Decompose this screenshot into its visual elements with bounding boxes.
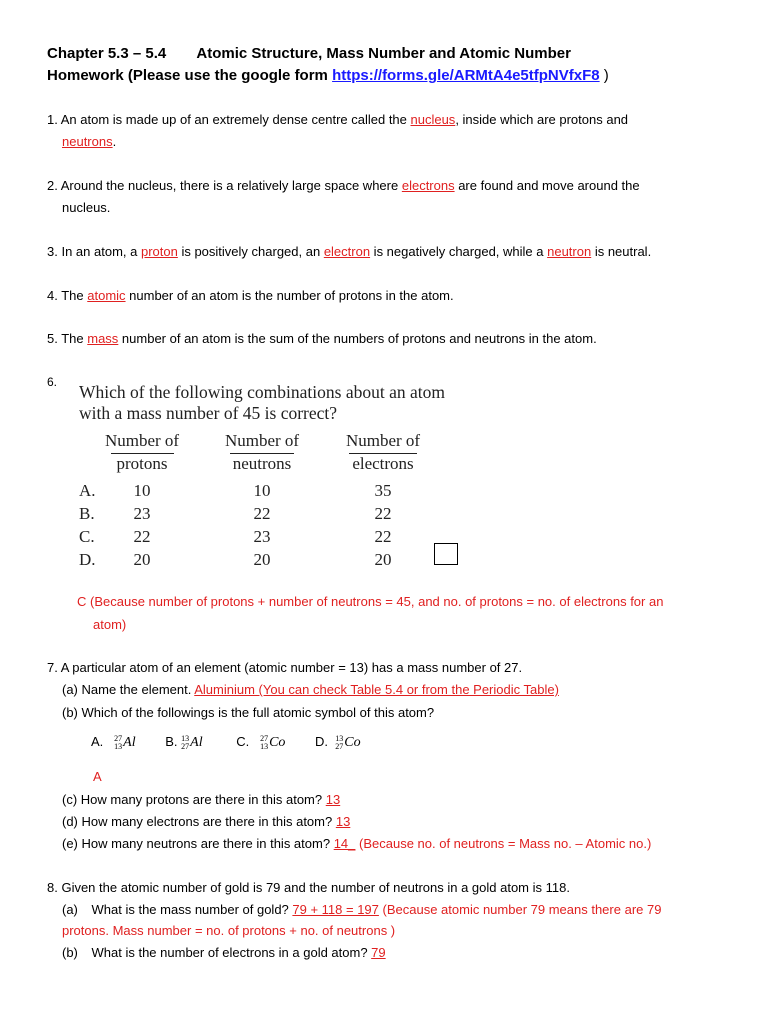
question-3-text-a: In an atom, a bbox=[61, 244, 141, 259]
question-7b-options bbox=[91, 734, 361, 751]
header-electrons-line-1: Number of bbox=[345, 431, 421, 450]
protons-value: 20 bbox=[133, 550, 151, 569]
option-a-atomic: 13 bbox=[114, 741, 123, 751]
question-6-number: 6. bbox=[47, 375, 58, 389]
question-4-text-a: The bbox=[61, 288, 88, 303]
chapter-number: Chapter 5.3 – 5.4 bbox=[47, 45, 167, 62]
header-electrons-line-2-text: electrons bbox=[349, 453, 416, 474]
electrons-value: 22 bbox=[374, 504, 392, 523]
option-a-symbol bbox=[114, 735, 135, 750]
protons-value: 22 bbox=[133, 527, 151, 546]
question-8a-text: What is the mass number of gold? bbox=[91, 902, 293, 917]
question-8-stem: 8. Given the atomic number of gold is 79 and the number of neutrons in a gold atom is 118. bbox=[47, 880, 570, 895]
header-neutrons-line-2 bbox=[212, 453, 312, 474]
option-c-numbers bbox=[260, 735, 268, 751]
question-8a-answer: 79 + 118 = 197 bbox=[292, 902, 379, 917]
option-d-element: Co bbox=[344, 735, 361, 750]
question-5-line bbox=[47, 331, 597, 346]
question-3-text-b: is positively charged, an bbox=[177, 244, 324, 259]
question-2-number: 2. bbox=[47, 178, 58, 193]
question-2-line-2: nucleus. bbox=[62, 200, 111, 215]
question-5-text-b: number of an atom is the sum of the numbers of protons and neutrons in the atom. bbox=[118, 331, 597, 346]
question-1-answer-neutrons: neutrons bbox=[62, 134, 113, 149]
question-8b-label: (b) bbox=[62, 945, 78, 960]
protons-value: 23 bbox=[133, 504, 151, 523]
option-d bbox=[315, 734, 361, 749]
question-5-text-a: The bbox=[61, 331, 88, 346]
question-8a-line-1 bbox=[62, 902, 661, 917]
homework-suffix: ) bbox=[599, 67, 609, 84]
question-7b-answer: A bbox=[93, 769, 102, 784]
question-8b-text: What is the number of electrons in a gold atom? bbox=[91, 945, 372, 960]
option-b-mass: 13 bbox=[181, 733, 190, 743]
question-2-text-a: Around the nucleus, there is a relatively large space where bbox=[60, 178, 402, 193]
question-3-line bbox=[47, 244, 651, 259]
option-label: C. bbox=[79, 527, 95, 546]
option-a-element: Al bbox=[123, 735, 136, 750]
header-electrons-line-2 bbox=[333, 453, 433, 474]
chapter-topic: Atomic Structure, Mass Number and Atomic Number bbox=[196, 45, 571, 62]
question-4-line bbox=[47, 288, 454, 303]
header-protons-line-2 bbox=[92, 453, 192, 474]
question-6-answer-line-2: atom) bbox=[93, 617, 127, 632]
header-protons bbox=[92, 431, 192, 474]
question-1-number: 1. bbox=[47, 112, 58, 127]
question-7c-answer: 13 bbox=[325, 792, 341, 807]
question-3-text-d: is neutral. bbox=[591, 244, 652, 259]
question-6-text-line-2: with a mass number of 45 is correct? bbox=[79, 403, 338, 423]
option-d-mass: 13 bbox=[335, 733, 344, 743]
question-2-answer-electrons: electrons bbox=[401, 178, 455, 193]
option-b-label: B. bbox=[165, 734, 178, 749]
question-1-answer-nucleus: nucleus bbox=[410, 112, 456, 127]
option-c-mass: 27 bbox=[260, 733, 269, 743]
question-7c-text: (c) How many protons are there in this atom? bbox=[62, 792, 326, 807]
question-3-number: 3. bbox=[47, 244, 58, 259]
neutrons-value: 22 bbox=[253, 504, 271, 523]
question-7a-line bbox=[62, 682, 559, 697]
option-b bbox=[165, 734, 202, 749]
header-protons-line-1: Number of bbox=[104, 431, 180, 450]
header-neutrons-line-1: Number of bbox=[224, 431, 300, 450]
question-1-line-2 bbox=[62, 134, 116, 149]
option-label: B. bbox=[79, 504, 95, 523]
question-7d-line bbox=[62, 814, 350, 829]
question-7e-answer: 14_ bbox=[333, 836, 356, 851]
option-d-atomic: 27 bbox=[335, 741, 344, 751]
neutrons-value: 20 bbox=[253, 550, 271, 569]
question-7a-text: (a) Name the element. bbox=[62, 682, 195, 697]
option-label: D. bbox=[79, 550, 96, 569]
question-1-line-1 bbox=[47, 112, 628, 127]
option-a-mass: 27 bbox=[114, 733, 123, 743]
question-7e-text: (e) How many neutrons are there in this atom? bbox=[62, 836, 334, 851]
question-5-number: 5. bbox=[47, 331, 58, 346]
option-c-atomic: 13 bbox=[260, 741, 269, 751]
option-b-element: Al bbox=[190, 735, 203, 750]
option-d-symbol bbox=[335, 735, 360, 750]
option-d-numbers bbox=[335, 735, 343, 751]
question-8a-note-1: (Because atomic number 79 means there are 79 bbox=[378, 902, 662, 917]
option-label: A. bbox=[79, 481, 96, 500]
option-a bbox=[91, 734, 136, 749]
question-7a-answer: Aluminium (You can check Table 5.4 or from the Periodic Table) bbox=[194, 682, 559, 697]
question-8a-note-2: protons. Mass number = no. of protons + no. of neutrons ) bbox=[62, 923, 396, 938]
neutrons-value: 10 bbox=[253, 481, 271, 500]
homework-line bbox=[47, 67, 609, 84]
header-protons-line-2-text: protons bbox=[111, 453, 174, 474]
question-8b-line bbox=[62, 945, 386, 960]
question-2-text-b: are found and move around the bbox=[454, 178, 640, 193]
question-3-answer-neutron: neutron bbox=[547, 244, 592, 259]
question-6-text-line-1: Which of the following combinations about an atom bbox=[79, 382, 445, 402]
electrons-value: 35 bbox=[374, 481, 392, 500]
question-1-text-a: An atom is made up of an extremely dense centre called the bbox=[60, 112, 411, 127]
question-4-answer-atomic: atomic bbox=[87, 288, 126, 303]
question-7e-line bbox=[62, 836, 651, 851]
option-c-element: Co bbox=[269, 735, 286, 750]
question-4-text-b: number of an atom is the number of protons in the atom. bbox=[125, 288, 454, 303]
option-b-atomic: 27 bbox=[181, 741, 190, 751]
question-8a-label: (a) bbox=[62, 902, 78, 917]
protons-value: 10 bbox=[133, 481, 151, 500]
option-d-label: D. bbox=[315, 734, 329, 749]
google-form-link[interactable]: https://forms.gle/ARMtA4e5tfpNVfxF8 bbox=[332, 67, 600, 84]
question-2-line-1 bbox=[47, 178, 640, 193]
question-4-number: 4. bbox=[47, 288, 58, 303]
option-c bbox=[236, 734, 285, 749]
neutrons-value: 23 bbox=[253, 527, 271, 546]
header-neutrons-line-2-text: neutrons bbox=[230, 453, 295, 474]
homework-prefix: Homework (Please use the google form bbox=[47, 67, 333, 84]
question-7d-text: (d) How many electrons are there in this atom? bbox=[62, 814, 336, 829]
option-b-symbol bbox=[181, 735, 202, 750]
answer-checkbox[interactable] bbox=[434, 543, 458, 565]
header-neutrons bbox=[212, 431, 312, 474]
question-7b-line: (b) Which of the followings is the full atomic symbol of this atom? bbox=[62, 705, 435, 720]
chapter-title bbox=[47, 45, 571, 62]
question-7-stem: 7. A particular atom of an element (atomic number = 13) has a mass number of 27. bbox=[47, 660, 523, 675]
question-3-answer-proton: proton bbox=[140, 244, 178, 259]
question-7c-line bbox=[62, 792, 340, 807]
question-6-answer-line-1: C (Because number of protons + number of neutrons = 45, and no. of protons = no. of electrons for an bbox=[77, 594, 664, 609]
option-c-label: C. bbox=[236, 734, 250, 749]
question-7e-note: (Because no. of neutrons = Mass no. – Atomic no.) bbox=[355, 836, 652, 851]
question-8b-answer: 79 bbox=[371, 945, 386, 960]
option-b-numbers bbox=[181, 735, 189, 751]
header-electrons bbox=[333, 431, 433, 474]
question-3-text-c: is negatively charged, while a bbox=[370, 244, 548, 259]
question-5-answer-mass: mass bbox=[87, 331, 119, 346]
option-c-symbol bbox=[260, 735, 285, 750]
question-3-answer-electron: electron bbox=[323, 244, 371, 259]
question-1-text-c: . bbox=[112, 134, 117, 149]
question-7d-answer: 13 bbox=[335, 814, 351, 829]
electrons-value: 22 bbox=[374, 527, 392, 546]
option-a-label: A. bbox=[91, 734, 104, 749]
question-1-text-b: , inside which are protons and bbox=[455, 112, 629, 127]
electrons-value: 20 bbox=[374, 550, 392, 569]
option-a-numbers bbox=[114, 735, 122, 751]
